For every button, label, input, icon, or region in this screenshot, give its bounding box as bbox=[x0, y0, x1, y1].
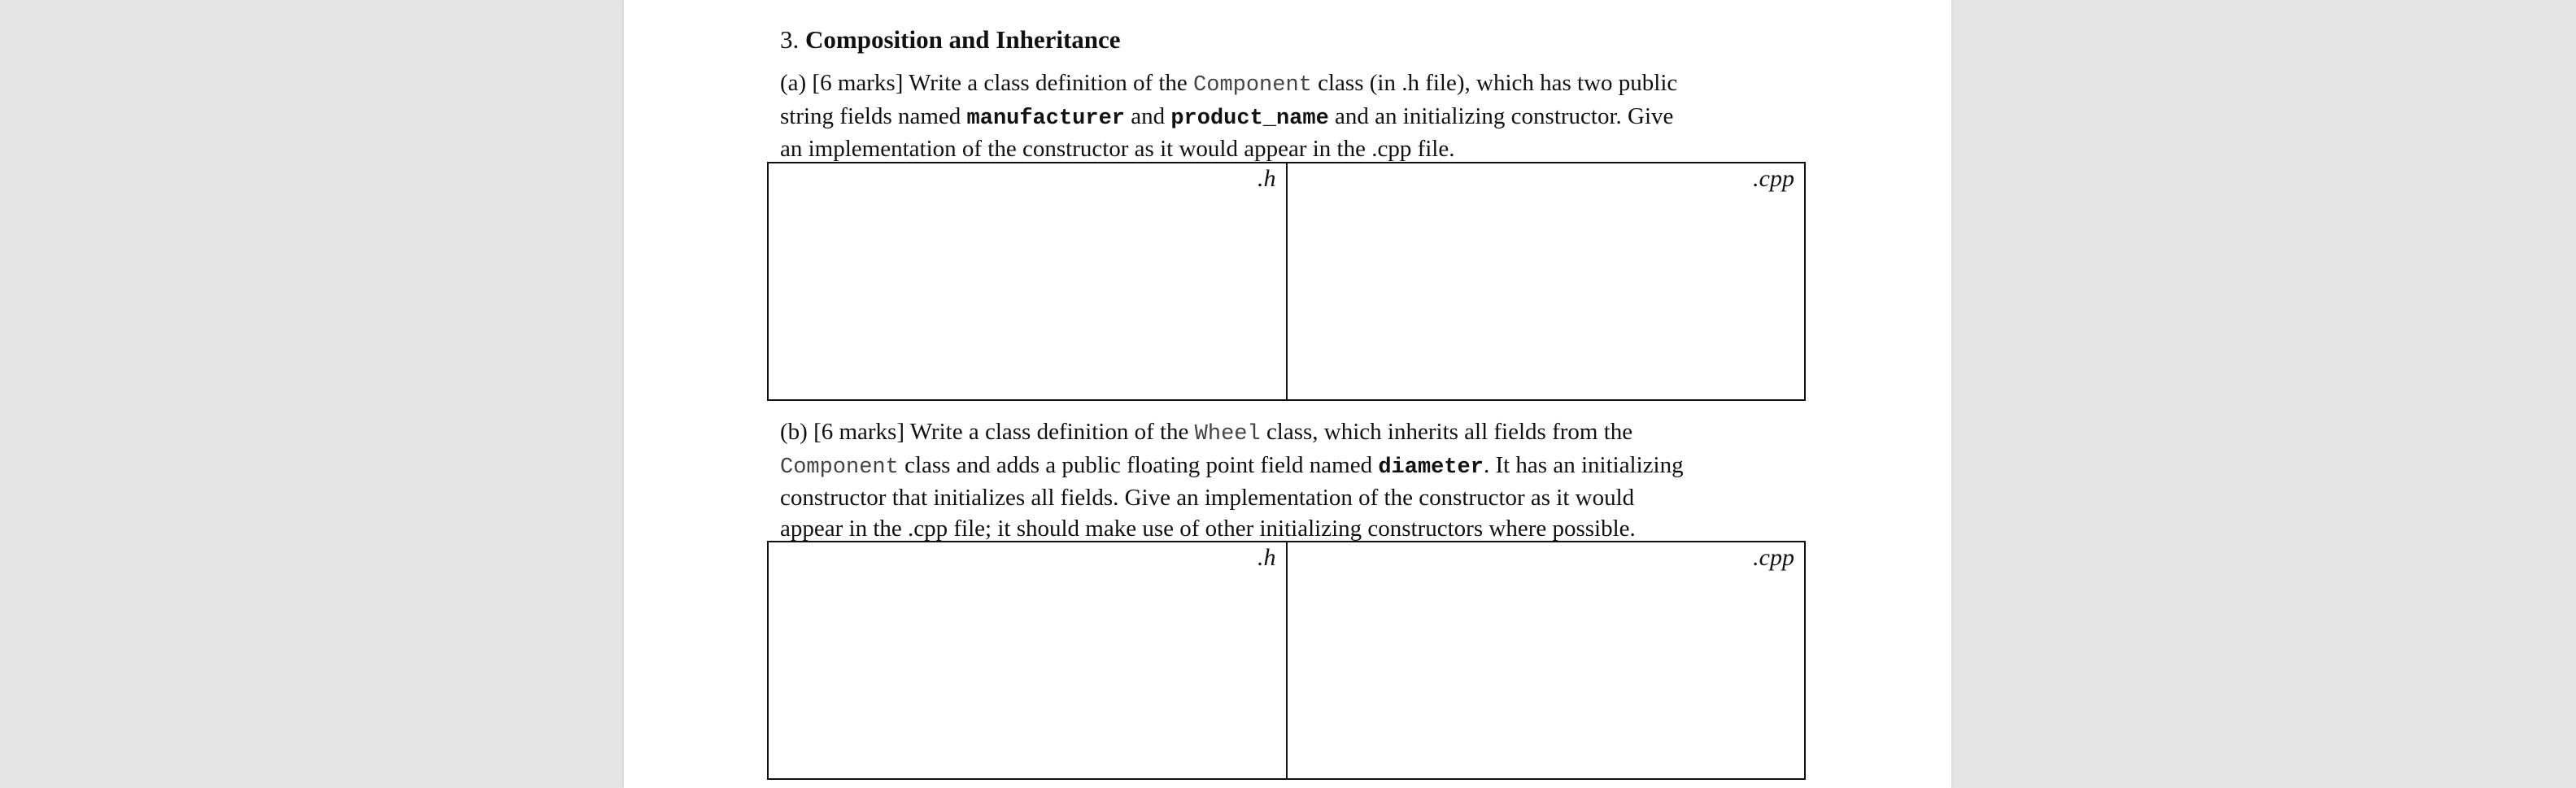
code-component: Component bbox=[780, 455, 899, 480]
answer-area-cpp[interactable] bbox=[1288, 163, 1805, 399]
part-b-line-2-tail: . It has an initializing bbox=[1483, 451, 1684, 478]
document-page bbox=[624, 0, 1951, 788]
part-a-line-1 bbox=[780, 68, 1809, 102]
question-number: 3. bbox=[780, 25, 800, 54]
code-diameter: diameter bbox=[1378, 455, 1484, 480]
part-a-text bbox=[780, 68, 1809, 165]
part-a-line-2 bbox=[780, 102, 1809, 135]
question-title: Composition and Inheritance bbox=[805, 25, 1121, 54]
part-b-line-2 bbox=[780, 451, 1809, 484]
code-component: Component bbox=[1193, 73, 1312, 98]
part-b-line-1 bbox=[780, 417, 1809, 451]
part-b-line-3: constructor that initializes all fields. Give an implementation of the constructor as it would bbox=[780, 485, 1635, 511]
answer-box-part-a bbox=[767, 162, 1806, 401]
answer-area-cpp[interactable] bbox=[1288, 542, 1805, 778]
part-a-line-1-tail: class (in .h file), which has two public bbox=[1311, 70, 1678, 96]
h-file-label: .h bbox=[1257, 544, 1276, 571]
code-product-name: product_name bbox=[1170, 106, 1329, 131]
cpp-file-label: .cpp bbox=[1753, 165, 1794, 192]
part-a-line-2-tail: and an initializing constructor. Give bbox=[1328, 102, 1674, 129]
part-a-line-2-text: string fields named bbox=[780, 102, 967, 129]
part-a-line-1-text: (a) [6 marks] Write a class definition of the bbox=[780, 70, 1194, 96]
question-heading bbox=[780, 24, 1121, 55]
h-file-label: .h bbox=[1257, 165, 1276, 192]
answer-area-h[interactable] bbox=[769, 542, 1288, 778]
part-b-line-1-text: (b) [6 marks] Write a class definition of the bbox=[780, 419, 1195, 445]
answer-box-part-b bbox=[767, 541, 1806, 780]
part-a-line-3: an implementation of the constructor as it would appear in the .cpp file. bbox=[780, 136, 1455, 162]
code-manufacturer: manufacturer bbox=[966, 106, 1125, 131]
part-b-line-1-tail: class, which inherits all fields from the bbox=[1260, 419, 1633, 445]
code-wheel: Wheel bbox=[1194, 422, 1261, 446]
answer-area-h[interactable] bbox=[769, 163, 1288, 399]
part-b-line-2-text: class and adds a public floating point field named bbox=[898, 451, 1379, 478]
cpp-file-label: .cpp bbox=[1753, 544, 1794, 571]
part-b-text bbox=[780, 417, 1809, 544]
part-b-line-4: appear in the .cpp file; it should make use of other initializing constructors where possible. bbox=[780, 515, 1636, 542]
part-a-line-2-mid: and bbox=[1124, 102, 1171, 129]
